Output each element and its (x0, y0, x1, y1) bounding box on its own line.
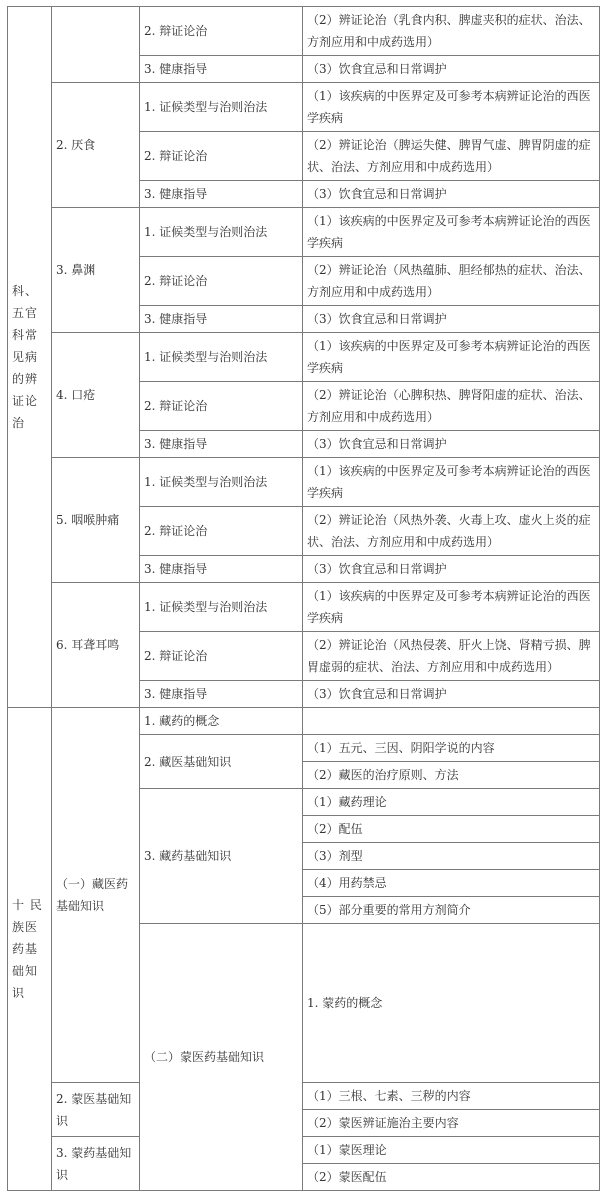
element-cell: 3. 蒙药基础知识 (52, 1137, 140, 1191)
content-cell: （3）饮食宜忌和日常调护 (303, 431, 600, 458)
element-cell: 2. 辩证论治 (140, 507, 303, 556)
content-cell: （2）辨证论治（乳食内积、脾虚夹积的症状、治法、方剂应用和中成药选用） (303, 7, 600, 56)
content-cell: （1）五元、三因、阴阳学说的内容 (303, 735, 600, 762)
table-row (8, 83, 600, 132)
content-cell: （5）部分重要的常用方剂简介 (303, 897, 600, 924)
table-row (8, 458, 600, 507)
content-cell: （2）蒙医配伍 (303, 1164, 600, 1191)
element-cell: 1. 藏药的概念 (140, 708, 303, 735)
content-cell: （1）该疾病的中医界定及可参考本病辨证论治的西医学疾病 (303, 583, 600, 632)
element-cell: 3. 健康指导 (140, 306, 303, 333)
element-cell: 2. 藏医基础知识 (140, 735, 303, 789)
element-cell: 1. 证候类型与治则治法 (140, 83, 303, 132)
content-cell: （3）饮食宜忌和日常调护 (303, 556, 600, 583)
table-row (8, 7, 600, 56)
content-cell: （2）辨证论治（风热外袭、火毒上攻、虚火上炎的症状、治法、方剂应用和中成药选用） (303, 507, 600, 556)
content-cell: （3）剂型 (303, 843, 600, 870)
subject-cell (52, 7, 140, 83)
element-cell: 3. 健康指导 (140, 681, 303, 708)
element-cell: 2. 辩证论治 (140, 257, 303, 306)
content-cell: （2）蒙医辨证施治主要内容 (303, 1110, 600, 1137)
element-cell: 1. 证候类型与治则治法 (140, 208, 303, 257)
subject-cell: 5. 咽喉肿痛 (52, 458, 140, 583)
element-cell: 1. 证候类型与治则治法 (140, 458, 303, 507)
element-cell: 2. 辩证论治 (140, 382, 303, 431)
element-cell: 3. 健康指导 (140, 56, 303, 83)
table-row (8, 208, 600, 257)
element-cell: 2. 辩证论治 (140, 7, 303, 56)
element-cell: 1. 蒙药的概念 (303, 924, 600, 1083)
subject-cell: 2. 厌食 (52, 83, 140, 208)
table-row (8, 333, 600, 382)
content-cell: （1）该疾病的中医界定及可参考本病辨证论治的西医学疾病 (303, 458, 600, 507)
content-cell: （4）用药禁忌 (303, 870, 600, 897)
element-cell: 1. 证候类型与治则治法 (140, 583, 303, 632)
table-row (8, 708, 600, 735)
element-cell: 2. 辩证论治 (140, 632, 303, 681)
element-cell: 2. 辩证论治 (140, 132, 303, 181)
table-row (8, 1083, 600, 1110)
subject-cell: （二）蒙医药基础知识 (140, 924, 303, 1191)
subject-cell: 4. 口疮 (52, 333, 140, 458)
content-cell: （3）饮食宜忌和日常调护 (303, 56, 600, 83)
element-cell: 3. 健康指导 (140, 181, 303, 208)
element-cell: 1. 证候类型与治则治法 (140, 333, 303, 382)
content-cell: （3）饮食宜忌和日常调护 (303, 681, 600, 708)
section-label: 科、五官科常见病的辨证论治 (8, 7, 52, 708)
table-row (8, 1137, 600, 1164)
content-cell: （1）该疾病的中医界定及可参考本病辨证论治的西医学疾病 (303, 333, 600, 382)
content-cell: （1）三根、七素、三秽的内容 (303, 1083, 600, 1110)
element-cell: 2. 蒙医基础知识 (52, 1083, 140, 1137)
content-cell: （2）藏医的治疗原则、方法 (303, 762, 600, 789)
content-cell: （1）该疾病的中医界定及可参考本病辨证论治的西医学疾病 (303, 83, 600, 132)
subject-cell: 3. 鼻渊 (52, 208, 140, 333)
content-cell: （3）饮食宜忌和日常调护 (303, 306, 600, 333)
content-cell: （2）辨证论治（心脾积热、脾肾阳虚的症状、治法、方剂应用和中成药选用） (303, 382, 600, 431)
content-cell: （2）辨证论治（风热蕴肺、胆经郁热的症状、治法、方剂应用和中成药选用） (303, 257, 600, 306)
subject-cell: 6. 耳聋耳鸣 (52, 583, 140, 708)
element-cell: 3. 藏药基础知识 (140, 789, 303, 924)
table-row (8, 583, 600, 632)
subject-cell: （一）藏医药基础知识 (52, 708, 140, 1083)
section-label: 十 民族医药基础知识 (8, 708, 52, 1191)
content-cell: （2）辨证论治（脾运失健、脾胃气虚、脾胃阴虚的症状、治法、方剂应用和中成药选用） (303, 132, 600, 181)
syllabus-table (7, 6, 600, 1191)
content-cell (303, 708, 600, 735)
element-cell: 3. 健康指导 (140, 556, 303, 583)
content-cell: （2）配伍 (303, 816, 600, 843)
content-cell: （1）蒙医理论 (303, 1137, 600, 1164)
content-cell: （2）辨证论治（风热侵袭、肝火上饶、肾精亏损、脾胃虚弱的症状、治法、方剂应用和中成药选用） (303, 632, 600, 681)
content-cell: （1）该疾病的中医界定及可参考本病辨证论治的西医学疾病 (303, 208, 600, 257)
content-cell: （1）藏药理论 (303, 789, 600, 816)
element-cell: 3. 健康指导 (140, 431, 303, 458)
content-cell: （3）饮食宜忌和日常调护 (303, 181, 600, 208)
